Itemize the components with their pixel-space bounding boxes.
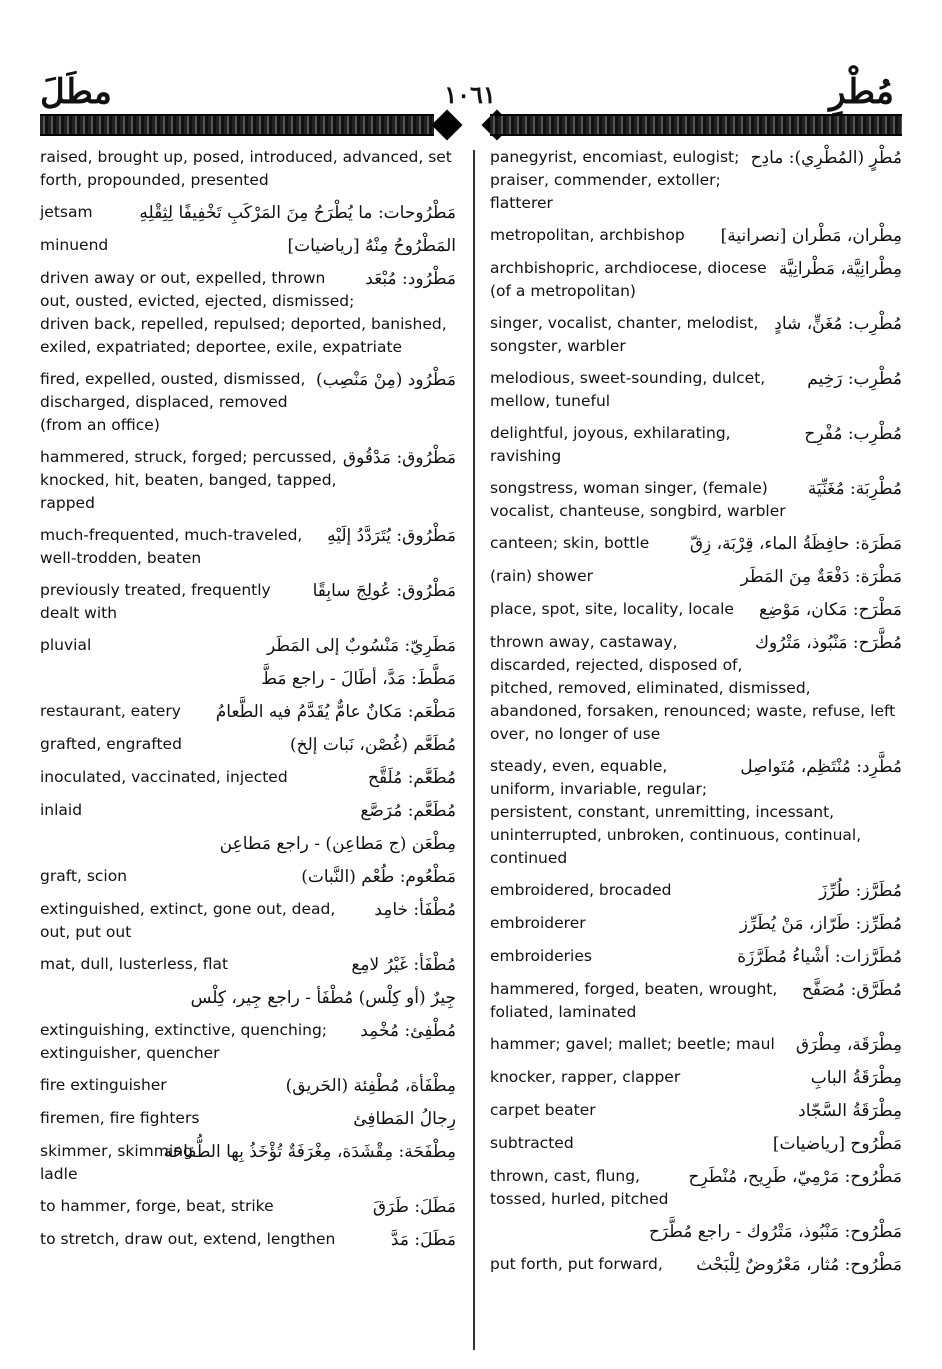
english-definition: skimmer, skimming ladle — [40, 1142, 193, 1183]
arabic-headword: مِطْرانِيَّة، مَطْرانِيَّة — [773, 257, 902, 281]
dictionary-entry — [40, 146, 456, 192]
arabic-headword: مَطْرَح: مَكان، مَوْضِع — [753, 598, 902, 622]
dictionary-entry — [490, 312, 902, 358]
english-definition: thrown, cast, flung, tossed, hurled, pitched — [490, 1167, 669, 1208]
english-definition: songstress, woman singer, (female) vocalist, chanteuse, songbird, warbler — [490, 479, 786, 520]
arabic-headword: مُطْفَأ: خامِد — [368, 898, 456, 922]
english-definition: raised, brought up, posed, introduced, advanced, set forth, propounded, presented — [40, 148, 452, 189]
english-definition: hammer; gavel; mallet; beetle; maul — [490, 1035, 775, 1053]
english-definition: delightful, joyous, exhilarating, ravishing — [490, 424, 731, 465]
dictionary-entry — [490, 879, 902, 903]
arabic-headword: جِيرٌ (أو كِلْس) مُطْفَأ - راجع جِير، كِلْس — [40, 986, 456, 1010]
dictionary-entry — [40, 986, 456, 1010]
dictionary-entry — [490, 755, 902, 870]
arabic-headword: مَطْرُوق: عُولِجَ سابِقًا — [307, 579, 456, 603]
dictionary-entry — [40, 1195, 456, 1219]
english-definition: much-frequented, much-traveled, well-trodden, beaten — [40, 526, 303, 567]
arabic-headword: مُطَرَّز: طُرِّزَ — [813, 879, 902, 903]
english-definition: melodious, sweet-sounding, dulcet, mellow, tuneful — [490, 369, 766, 410]
page-number: ١٠٦١ — [444, 80, 496, 109]
arabic-headword: مِطْرَقَةُ السَّجّاد — [792, 1099, 902, 1123]
english-definition: embroidered, brocaded — [490, 881, 672, 899]
dictionary-entry — [490, 1066, 902, 1090]
arabic-headword: مَطْعَم: مَكانٌ عامٌّ يُقَدَّمُ فيه الطَّعامُ — [210, 700, 456, 724]
english-definition: to stretch, draw out, extend, lengthen — [40, 1230, 336, 1248]
english-definition: subtracted — [490, 1134, 574, 1152]
arabic-headword: مُطَعَّم: مُرَصَّع — [354, 799, 456, 823]
dictionary-entry — [40, 634, 456, 658]
header-band-left — [40, 114, 434, 136]
english-definition: embroiderer — [490, 914, 586, 932]
dictionary-entry — [490, 1033, 902, 1057]
dictionary-entry — [40, 667, 456, 691]
dictionary-entry — [40, 799, 456, 823]
arabic-headword: مُطَّرَح: مَنْبُوذ، مَتْرُوك — [749, 631, 902, 655]
dictionary-entry — [40, 766, 456, 790]
arabic-headword: مَطْرُوق: مَدْقُوق — [337, 446, 456, 470]
arabic-headword: مُطَرِّز: طَرّاز، مَنْ يُطَرِّز — [734, 912, 902, 936]
english-definition: grafted, engrafted — [40, 735, 182, 753]
arabic-headword: مِطْرَقَة، مِطْرَق — [790, 1033, 902, 1057]
arabic-headword: مَطْرُوح: مُثار، مَعْرُوضٌ لِلْبَحْث — [690, 1253, 902, 1277]
header-right-word: مُطْرٍ — [829, 72, 894, 112]
arabic-headword: مُطْفِئ: مُخْمِد — [354, 1019, 456, 1043]
arabic-headword: مُطْرِبَة: مُغَنِّيَة — [802, 477, 902, 501]
arabic-headword: مَطْرُوح [رياضيات] — [767, 1132, 902, 1156]
header-band-right — [490, 114, 902, 136]
english-definition: singer, vocalist, chanter, melodist, songster, warbler — [490, 314, 759, 355]
arabic-headword: مِطْعَن (ج مَطاعِن) - راجع مَطاعِن — [40, 832, 456, 856]
dictionary-entry — [40, 1074, 456, 1098]
english-definition: jetsam — [40, 203, 93, 221]
english-definition: fire extinguisher — [40, 1076, 167, 1094]
arabic-headword: مُطَرَّق: مُصَفَّح — [796, 978, 902, 1002]
english-definition: inoculated, vaccinated, injected — [40, 768, 288, 786]
dictionary-entry — [40, 1019, 456, 1065]
arabic-headword: مَطْرُود: مُبْعَد — [359, 267, 456, 291]
english-definition: minuend — [40, 236, 109, 254]
dictionary-entry — [40, 700, 456, 724]
english-definition: graft, scion — [40, 867, 128, 885]
dictionary-entry — [490, 598, 902, 622]
dictionary-entry — [40, 201, 456, 225]
arabic-headword: مُطْرِب: رَخِيم — [801, 367, 902, 391]
dictionary-entry — [40, 898, 456, 944]
dictionary-entry — [490, 367, 902, 413]
dictionary-entry — [40, 368, 456, 437]
dictionary-entry — [40, 1228, 456, 1252]
english-definition: put forth, put forward, — [490, 1255, 663, 1273]
english-definition: place, spot, site, locality, locale — [490, 600, 734, 618]
dictionary-entry — [40, 267, 456, 359]
dictionary-entry — [490, 532, 902, 556]
english-definition: hammered, forged, beaten, wrought, foliated, laminated — [490, 980, 778, 1021]
column-divider — [473, 150, 475, 1350]
english-definition: previously treated, frequently dealt with — [40, 581, 271, 622]
right-column — [490, 146, 902, 1286]
arabic-headword: مُطَعَّم: مُلَقَّح — [362, 766, 456, 790]
english-definition: firemen, fire fighters — [40, 1109, 200, 1127]
arabic-headword: مَطَلَ: طَرَقَ — [367, 1195, 456, 1219]
english-definition: embroideries — [490, 947, 592, 965]
arabic-headword: مَطْرُوح: مَرْمِيّ، طَرِيح، مُنْطَرِح — [683, 1165, 902, 1189]
dictionary-entry — [490, 257, 902, 303]
dictionary-entry — [40, 579, 456, 625]
dictionary-entry — [490, 1132, 902, 1156]
dictionary-entry — [490, 477, 902, 523]
dictionary-entry — [40, 865, 456, 889]
english-definition: hammered, struck, forged; percussed, knocked, hit, beaten, banged, tapped, rapped — [40, 448, 337, 512]
dictionary-entry — [490, 1165, 902, 1211]
english-definition: canteen; skin, bottle — [490, 534, 650, 552]
arabic-headword: مَطَرَة: حافِظَةُ الماء، قِرْبَة، زِقّ — [684, 532, 902, 556]
arabic-headword: مَطَلَ: مَدَّ — [385, 1228, 456, 1252]
dictionary-entry — [40, 524, 456, 570]
dictionary-entry — [490, 1099, 902, 1123]
arabic-headword: مِطْران، مَطْران [نصرانية] — [715, 224, 902, 248]
dictionary-entry — [40, 953, 456, 977]
arabic-headword: مِطْفَأة، مُطْفِئة (الحَريق) — [280, 1074, 456, 1098]
arabic-headword: مُطْرِب: مُغَنٍّ، شادٍ — [768, 312, 902, 336]
dictionary-entry — [490, 422, 902, 468]
english-definition: thrown away, castaway, discarded, rejected, disposed of, pitched, removed, eliminated, dismissed, abandoned, forsaken, renounced; waste, refuse, left over, no longer of use — [490, 633, 896, 743]
english-definition: inlaid — [40, 801, 83, 819]
arabic-headword: مُطَعَّم (غُصْن، نَبات إلخ) — [284, 733, 456, 757]
dictionary-entry — [490, 912, 902, 936]
dictionary-entry — [40, 234, 456, 258]
english-definition: (rain) shower — [490, 567, 593, 585]
arabic-headword: مَطَرِيّ: مَنْسُوبٌ إلى المَطَر — [261, 634, 456, 658]
english-definition: panegyrist, encomiast, eulogist; praiser, commender, extoller; flatterer — [490, 148, 740, 212]
english-definition: driven away or out, expelled, thrown out, ousted, evicted, ejected, dismissed; driven back, repelled, repulsed; deported, banished, exiled, expatriated; deportee, exile, expatriate — [40, 269, 447, 356]
dictionary-entry — [490, 1220, 902, 1244]
english-definition: steady, even, equable, uniform, invariable, regular; persistent, constant, unremitting, incessant, uninterrupted, unbroken, continuous, continual, continued — [490, 757, 862, 867]
english-definition: pluvial — [40, 636, 92, 654]
dictionary-entry — [490, 945, 902, 969]
arabic-headword: مَطْرُوق: يُتَرَدَّدُ إلَيْهِ — [321, 524, 456, 548]
arabic-headword: مَطَّطَ: مَدَّ، أطَالَ - راجع مَطَّ — [40, 667, 456, 691]
english-definition: restaurant, eatery — [40, 702, 181, 720]
dictionary-entry — [40, 733, 456, 757]
arabic-headword: مَطْرَة: دَفْعَةٌ مِنَ المَطَر — [735, 565, 902, 589]
arabic-headword: رِجالُ المَطافِئ — [347, 1107, 456, 1131]
dictionary-entry — [40, 1107, 456, 1131]
arabic-headword: المَطْرُوحُ مِنْهُ [رياضيات] — [281, 234, 456, 258]
arabic-headword: مُطَرَّزات: أشْياءُ مُطَرَّزَة — [731, 945, 902, 969]
dictionary-entry — [490, 631, 902, 746]
dictionary-entry — [40, 832, 456, 856]
dictionary-entry — [490, 146, 902, 215]
english-definition: to hammer, forge, beat, strike — [40, 1197, 274, 1215]
arabic-headword: مَطْعُوم: طُعْم (النَّبات) — [295, 865, 456, 889]
english-definition: fired, expelled, ousted, dismissed, discharged, displaced, removed (from an office) — [40, 370, 306, 434]
english-definition: extinguishing, extinctive, quenching; extinguisher, quencher — [40, 1021, 328, 1062]
dictionary-entry — [490, 565, 902, 589]
english-definition: mat, dull, lusterless, flat — [40, 955, 229, 973]
band-ornament-left — [431, 109, 462, 140]
english-definition: metropolitan, archbishop — [490, 226, 685, 244]
english-definition: extinguished, extinct, gone out, dead, out, put out — [40, 900, 336, 941]
arabic-headword: مُطْرِب: مُفْرِح — [798, 422, 902, 446]
arabic-headword: مَطْرُوح: مَنْبُوذ، مَتْرُوك - راجع مُطَّرَح — [490, 1220, 902, 1244]
arabic-headword: مِطْرَقَةُ البابِ — [805, 1066, 902, 1090]
english-definition: archbishopric, archdiocese, diocese (of a metropolitan) — [490, 259, 767, 300]
arabic-headword: مَطْرُود (مِنْ مَنْصِب) — [310, 368, 456, 392]
dictionary-entry — [490, 1253, 902, 1277]
left-column — [40, 146, 456, 1261]
arabic-headword: مُطْفَأ: غَيْرُ لامِع — [345, 953, 456, 977]
english-definition: carpet beater — [490, 1101, 596, 1119]
arabic-headword: مُطْرٍ (المُطْرِي): مادِح — [745, 146, 902, 170]
dictionary-entry — [40, 1140, 456, 1186]
arabic-headword: مَطْرُوحات: ما يُطْرَحُ مِنَ المَرْكَبِ تَخْفِيفًا لِثِقْلِهِ — [139, 203, 456, 223]
arabic-headword: مُطَّرِد: مُنْتَظِم، مُتَواصِل — [734, 755, 902, 779]
dictionary-entry — [490, 224, 902, 248]
english-definition: knocker, rapper, clapper — [490, 1068, 681, 1086]
arabic-headword: مِطْفَحَة: مِقْشَدَة، مِغْرَفَةٌ تُؤْخَذُ بِها الطُّفاحَة — [163, 1142, 456, 1162]
dictionary-entry — [40, 446, 456, 515]
dictionary-entry — [490, 978, 902, 1024]
header-left-word: مطَلَ — [40, 72, 112, 112]
